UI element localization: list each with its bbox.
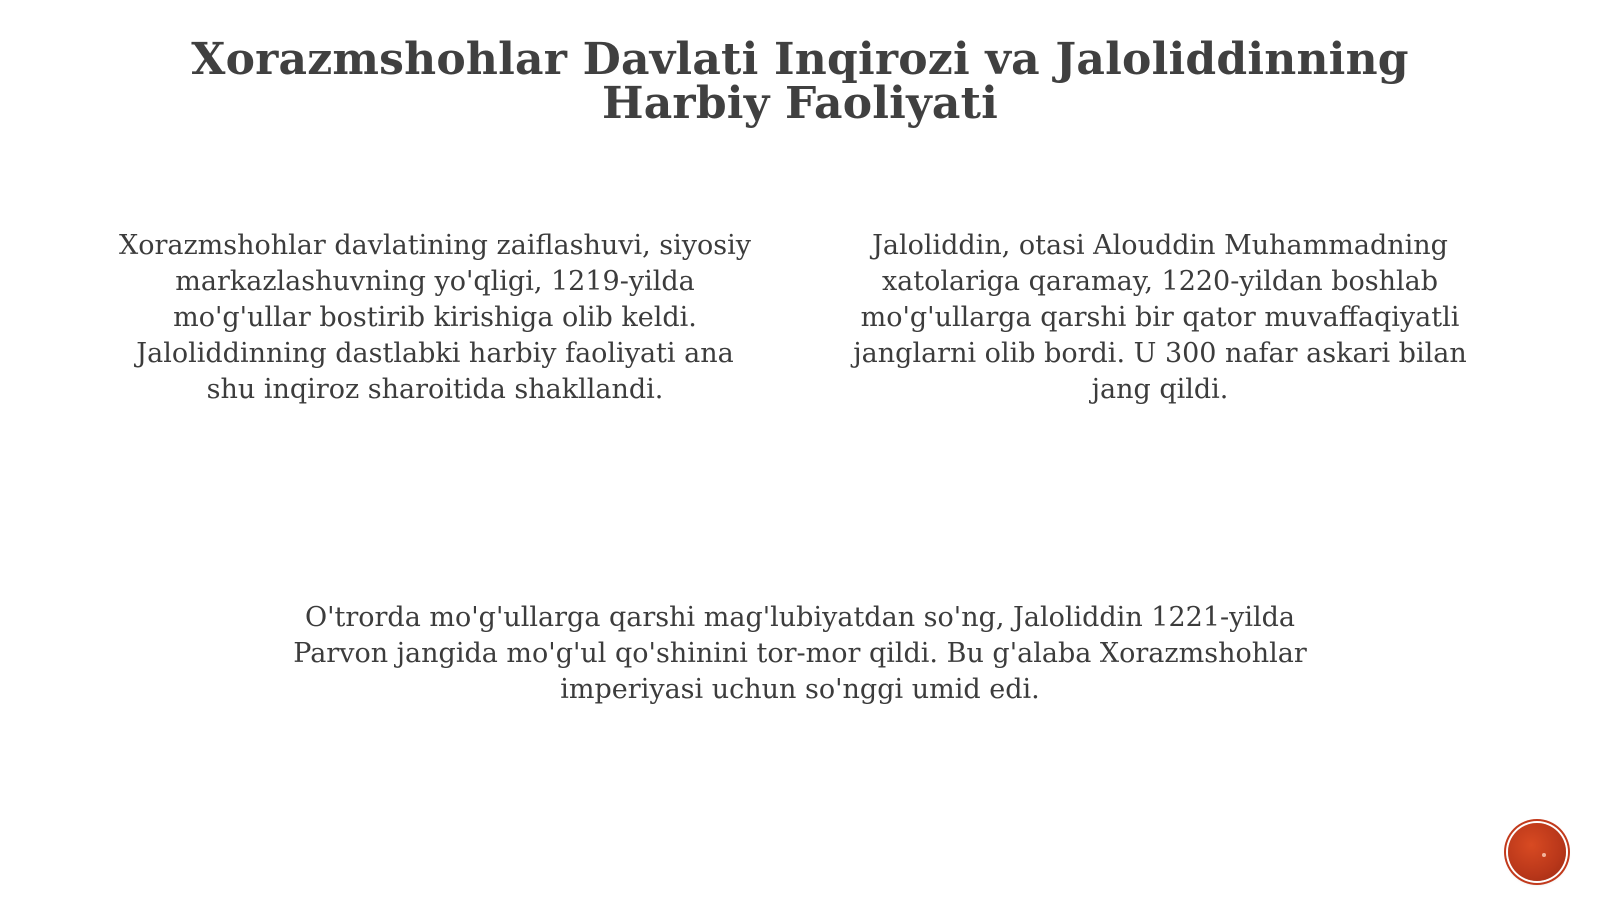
left-paragraph: Xorazmshohlar davlatining zaiflashuvi, siyosiy markazlashuvning yo'qligi, 1219-yilda mo'g'ullar bostirib kirishiga olib keldi. Jaloliddinning dastlabki harbiy faoliyati ana shu inqiroz sharoitida shakllandi. <box>118 230 752 405</box>
circle-button-icon <box>1542 853 1546 857</box>
slide-title: Xorazmshohlar Davlati Inqirozi va Jaloliddinning Harbiy Faoliyati <box>191 34 1409 129</box>
slide-nav-button[interactable] <box>1508 823 1566 881</box>
right-paragraph: Jaloliddin, otasi Alouddin Muhammadning xatolariga qaramay, 1220-yildan boshlab mo'g'ullarga qarshi bir qator muvaffaqiyatli janglarni olib bordi. U 300 nafar askari bilan jang qildi. <box>853 230 1467 405</box>
bottom-paragraph: O'trorda mo'g'ullarga qarshi mag'lubiyatdan so'ng, Jaloliddin 1221-yilda Parvon jangida mo'g'ul qo'shinini tor-mor qildi. Bu g'alaba Xorazmshohlar imperiyasi uchun so'nggi umid edi. <box>293 602 1307 705</box>
